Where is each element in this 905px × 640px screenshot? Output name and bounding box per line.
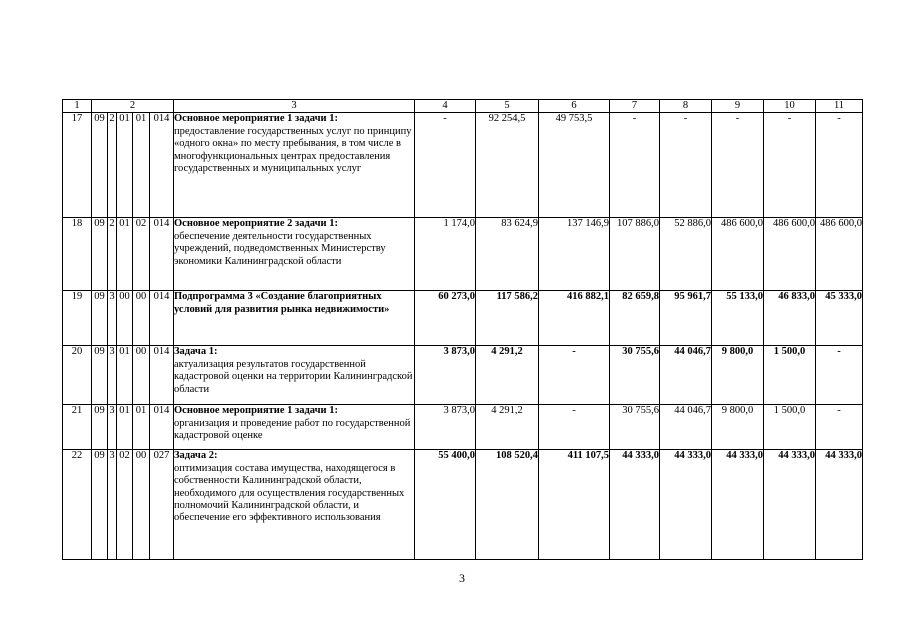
value-cell: - [539,346,610,405]
row-label: Основное мероприятие 2 задачи 1: [174,218,338,230]
header-cell: 9 [712,100,764,113]
value-cell: 44 333,0 [764,450,816,560]
value-cell: - [539,405,610,450]
description-cell [174,346,415,405]
row-number: 21 [63,405,92,450]
value-cell: - [816,113,863,218]
code-cell: 3 [108,291,117,346]
value-cell: 486 600,0 [712,218,764,291]
code-cell: 00 [117,291,133,346]
row-number: 17 [63,113,92,218]
value-cell: 55 133,0 [712,291,764,346]
value-cell: 44 333,0 [660,450,712,560]
row-description: актуализация результатов государственной кадастровой оценки на территории Калининградской области [174,358,413,395]
code-cell: 2 [108,218,117,291]
value-cell: 486 600,0 [764,218,816,291]
table-row [63,218,863,291]
row-label: Задача 2: [174,450,218,462]
value-cell: 416 882,1 [539,291,610,346]
row-number: 20 [63,346,92,405]
value-cell: 30 755,6 [610,405,660,450]
value-cell: 95 961,7 [660,291,712,346]
value-cell: - [712,113,764,218]
code-cell: 01 [117,113,133,218]
header-cell: 2 [92,100,174,113]
table-row [63,291,863,346]
code-cell: 02 [133,218,150,291]
description-cell [174,450,415,560]
code-cell: 3 [108,346,117,405]
code-cell: 09 [92,346,108,405]
value-cell: 4 291,2 [476,405,539,450]
code-cell: 01 [133,405,150,450]
row-number: 19 [63,291,92,346]
code-cell: 01 [117,346,133,405]
code-cell: 02 [117,450,133,560]
value-cell: 46 833,0 [764,291,816,346]
header-cell: 4 [415,100,476,113]
code-cell: 00 [133,291,150,346]
value-cell: 55 400,0 [415,450,476,560]
code-cell: 09 [92,218,108,291]
code-cell: 014 [150,218,174,291]
code-cell: 014 [150,346,174,405]
table-row [63,346,863,405]
code-cell: 014 [150,405,174,450]
page-number: 3 [459,571,465,585]
value-cell: 44 333,0 [610,450,660,560]
value-cell: 1 174,0 [415,218,476,291]
value-cell: 486 600,0 [816,218,863,291]
code-cell: 014 [150,291,174,346]
value-cell: 1 500,0 [764,405,816,450]
value-cell: - [816,405,863,450]
budget-table [62,99,863,560]
header-cell: 3 [174,100,415,113]
value-cell: - [660,113,712,218]
code-cell: 09 [92,450,108,560]
code-cell: 2 [108,113,117,218]
code-cell: 09 [92,291,108,346]
code-cell: 09 [92,113,108,218]
code-cell: 01 [133,113,150,218]
header-cell: 5 [476,100,539,113]
value-cell: 107 886,0 [610,218,660,291]
code-cell: 09 [92,405,108,450]
row-description: оптимизация состава имущества, находящегося в собственности Калининградской области, необходимого для осуществления государственных полномочий Калининградской области, и обеспечение его эффективного использования [174,462,405,524]
code-cell: 00 [133,346,150,405]
row-description: предоставление государственных услуг по принципу «одного окна» по месту пребывания, в том числе в многофункциональных центрах предоставления государственных и муниципальных услуг [174,125,412,175]
description-cell [174,291,415,346]
row-description: организация и проведение работ по государственной кадастровой оценке [174,417,411,442]
value-cell: 45 333,0 [816,291,863,346]
row-number: 18 [63,218,92,291]
value-cell: 82 659,8 [610,291,660,346]
value-cell: 137 146,9 [539,218,610,291]
value-cell: 44 046,7 [660,346,712,405]
header-cell: 11 [816,100,863,113]
code-cell: 3 [108,450,117,560]
description-cell [174,218,415,291]
value-cell: 411 107,5 [539,450,610,560]
header-cell: 8 [660,100,712,113]
value-cell: 92 254,5 [476,113,539,218]
table-row [63,405,863,450]
header-cell: 10 [764,100,816,113]
value-cell: 44 333,0 [712,450,764,560]
header-cell: 1 [63,100,92,113]
row-label: Задача 1: [174,346,218,358]
code-cell: 01 [117,405,133,450]
description-cell [174,113,415,218]
value-cell: 83 624,9 [476,218,539,291]
value-cell: 30 755,6 [610,346,660,405]
value-cell: 9 800,0 [712,405,764,450]
code-cell: 00 [133,450,150,560]
code-cell: 3 [108,405,117,450]
row-label: Основное мероприятие 1 задачи 1: [174,405,338,417]
description-cell [174,405,415,450]
value-cell: - [610,113,660,218]
value-cell: 117 586,2 [476,291,539,346]
value-cell: 1 500,0 [764,346,816,405]
value-cell: 108 520,4 [476,450,539,560]
code-cell: 014 [150,113,174,218]
code-cell: 01 [117,218,133,291]
value-cell: - [415,113,476,218]
header-cell: 6 [539,100,610,113]
value-cell: 44 046,7 [660,405,712,450]
value-cell: 3 873,0 [415,346,476,405]
value-cell: 49 753,5 [539,113,610,218]
row-label: Подпрограмма 3 «Создание благоприятных условий для развития рынка недвижимости» [174,291,390,315]
code-cell: 027 [150,450,174,560]
value-cell: 9 800,0 [712,346,764,405]
value-cell: 60 273,0 [415,291,476,346]
value-cell: 4 291,2 [476,346,539,405]
value-cell: - [816,346,863,405]
row-description: обеспечение деятельности государственных учреждений, подведомственных Министерству экономики Калининградской области [174,230,386,267]
value-cell: 3 873,0 [415,405,476,450]
row-label: Основное мероприятие 1 задачи 1: [174,113,338,125]
value-cell: 44 333,0 [816,450,863,560]
value-cell: - [764,113,816,218]
header-cell: 7 [610,100,660,113]
table-row [63,113,863,218]
header-row [63,100,863,113]
value-cell: 52 886,0 [660,218,712,291]
row-number: 22 [63,450,92,560]
table-row [63,450,863,560]
